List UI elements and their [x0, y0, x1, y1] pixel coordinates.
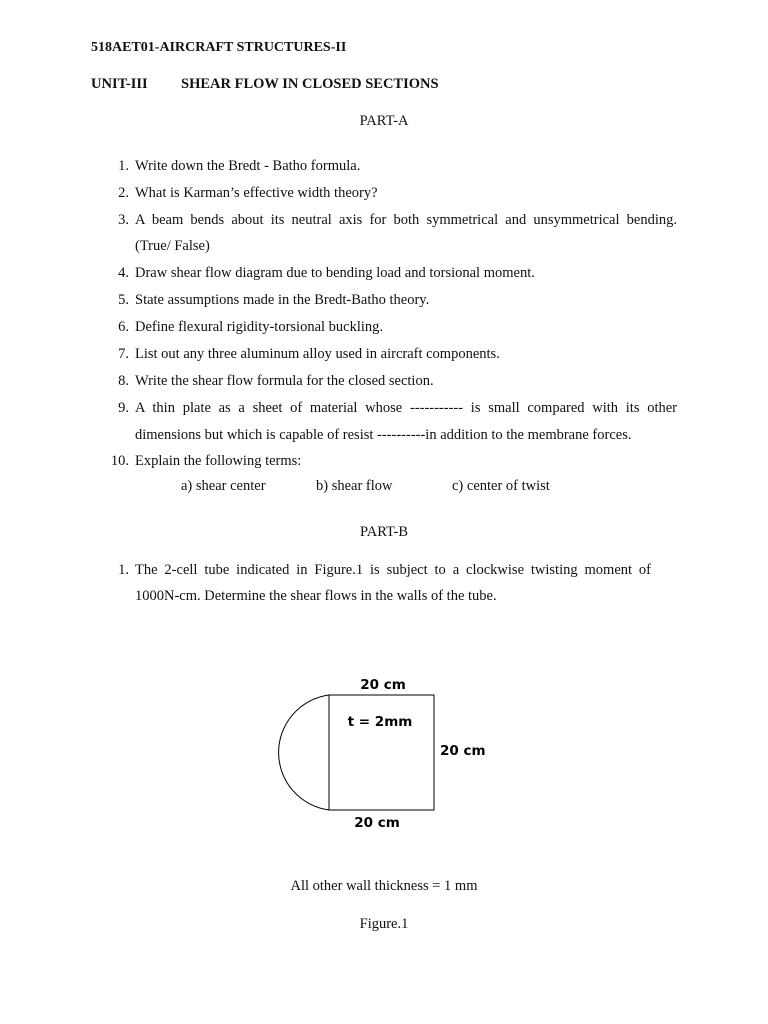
term-item: a) shear center	[181, 478, 266, 494]
question-number: 6.	[118, 319, 129, 335]
question-number: 1.	[118, 562, 129, 578]
side-dimension-label: 20 cm	[440, 743, 486, 759]
term-item: c) center of twist	[452, 478, 550, 494]
question-text: dimensions but which is capable of resist ----------in addition to the membrane forces.	[135, 427, 632, 443]
question-text: Define flexural rigidity-torsional buckling.	[135, 319, 384, 335]
part-b-heading: PART-B	[359, 524, 409, 540]
figure-note: All other wall thickness = 1 mm	[290, 878, 478, 894]
question-text: A thin plate as a sheet of material whose ----------- is small compared with its other	[135, 400, 677, 416]
question-text: Explain the following terms:	[135, 453, 302, 469]
semicircular-cell-wall	[279, 695, 329, 810]
part-a-heading: PART-A	[359, 113, 409, 129]
square-cell-wall	[329, 695, 434, 810]
question-number: 10.	[110, 453, 129, 469]
question-number: 2.	[118, 185, 129, 201]
question-number: 7.	[118, 346, 129, 362]
two-cell-tube-figure	[270, 668, 500, 838]
question-text: The 2-cell tube indicated in Figure.1 is subject to a clockwise twisting moment of	[135, 562, 651, 578]
question-text: A beam bends about its neutral axis for both symmetrical and unsymmetrical bending.	[135, 212, 677, 228]
question-number: 3.	[118, 212, 129, 228]
question-number: 4.	[118, 265, 129, 281]
question-number: 1.	[118, 158, 129, 174]
unit-number: UNIT-III	[91, 76, 148, 92]
question-text: 1000N-cm. Determine the shear flows in the walls of the tube.	[135, 588, 497, 604]
question-text: Write the shear flow formula for the closed section.	[135, 373, 434, 389]
question-text: (True/ False)	[135, 238, 210, 254]
top-dimension-label: 20 cm	[360, 677, 406, 693]
unit-title: SHEAR FLOW IN CLOSED SECTIONS	[181, 76, 439, 92]
course-title: 518AET01-AIRCRAFT STRUCTURES-II	[91, 40, 347, 55]
figure-caption: Figure.1	[359, 916, 409, 932]
question-number: 9.	[118, 400, 129, 416]
question-text: List out any three aluminum alloy used in aircraft components.	[135, 346, 500, 362]
bottom-dimension-label: 20 cm	[354, 815, 400, 831]
terms-list	[0, 478, 768, 498]
question-text: Draw shear flow diagram due to bending load and torsional moment.	[135, 265, 535, 281]
term-item: b) shear flow	[316, 478, 393, 494]
question-number: 5.	[118, 292, 129, 308]
question-text: State assumptions made in the Bredt-Batho theory.	[135, 292, 430, 308]
thickness-label: t = 2mm	[347, 714, 413, 730]
question-text: What is Karman’s effective width theory?	[135, 185, 378, 201]
question-text: Write down the Bredt - Batho formula.	[135, 158, 361, 174]
question-number: 8.	[118, 373, 129, 389]
